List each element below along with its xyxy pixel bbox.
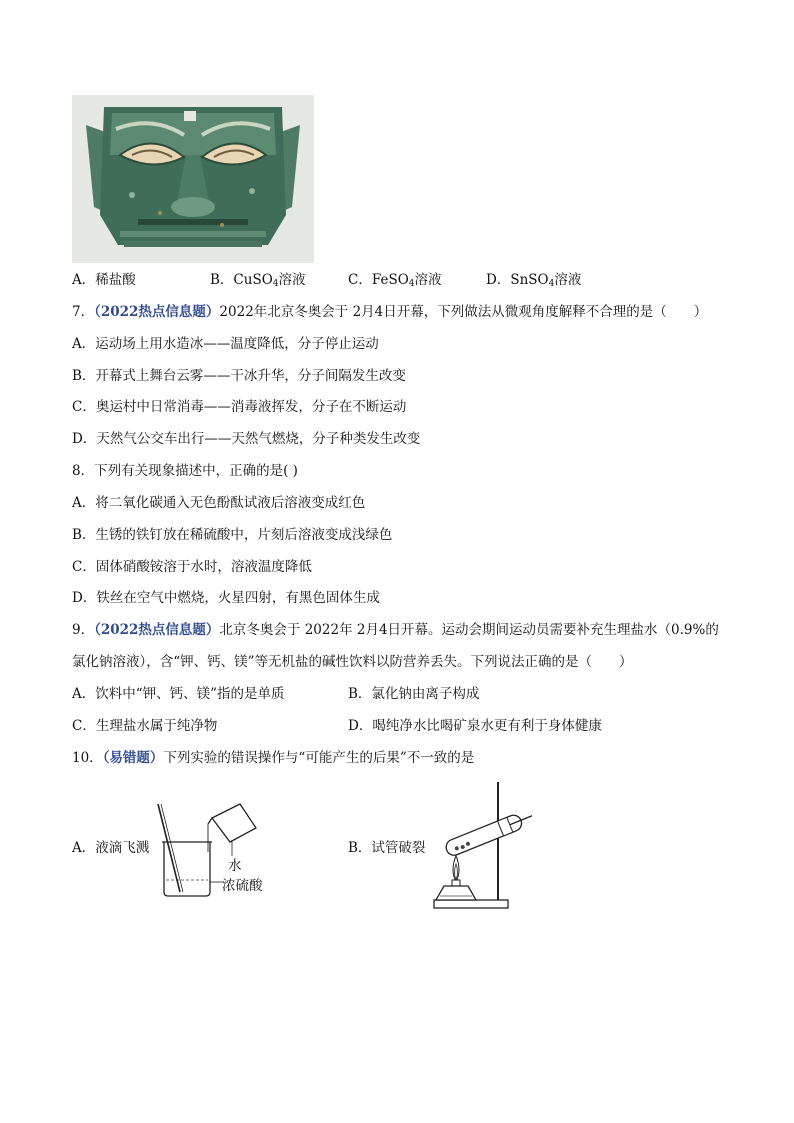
q8-option-a: A．将二氧化碳通入无色酚酞试液后溶液变成红色 [72, 495, 366, 511]
q9-option-b: B．氯化钠由离子构成 [348, 686, 480, 702]
q9-option-c: C．生理盐水属于纯净物 [72, 718, 218, 734]
q8-option-d: D．铁丝在空气中燃烧，火星四射，有黑色固体生成 [72, 590, 380, 606]
q6-option-d: D．SnSO$_4$溶液 [486, 272, 582, 289]
bronze-mask-image [72, 95, 314, 263]
q7-option-c: C．奥运村中日常消毒——消毒液挥发，分子在不断运动 [72, 399, 407, 415]
q7-option-d: D．天然气公交车出行——天然气燃烧，分子种类发生改变 [72, 431, 421, 447]
q7-tag: （2022热点信息题） [94, 304, 220, 320]
q9-option-a: A．饮料中“钾、钙、镁”指的是单质 [72, 686, 285, 702]
q7-option-b: B．开幕式上舞台云雾——干冰升华，分子间隔发生改变 [72, 368, 406, 384]
q10-tag: （易错题） [102, 750, 164, 766]
q7-stem: 7．（2022热点信息题）2022年北京冬奥会于 2月4日开幕，下列做法从微观角度解释不合理的是（ ） [72, 304, 708, 320]
q10-stem: 10．（易错题）下列实验的错误操作与“可能产生的后果”不一致的是 [72, 750, 475, 766]
q10-option-b: B．试管破裂 [348, 840, 426, 856]
test-tube-heating-diagram [422, 780, 552, 915]
label-concentrated-sulfuric-acid: 浓硫酸 [222, 878, 263, 894]
q6-option-a: A．稀盐酸 [72, 272, 136, 288]
q10-option-a: A．液滴飞溅 [72, 840, 150, 856]
q6-option-b: B．CuSO$_4$溶液 [210, 272, 306, 289]
q8-option-b: B．生锈的铁钉放在稀硫酸中，片刻后溶液变成浅绿色 [72, 527, 393, 543]
q9-option-d: D．喝纯净水比喝矿泉水更有利于身体健康 [348, 718, 602, 734]
q9-stem-line2: 氯化钠溶液），含“钾、钙、镁”等无机盐的碱性饮料以防营养丢失。下列说法正确的是（ ） [72, 654, 633, 670]
q6-option-c: C．FeSO$_4$溶液 [348, 272, 442, 289]
label-water: 水 [228, 858, 242, 874]
q8-stem: 8．下列有关现象描述中，正确的是( ) [72, 463, 298, 479]
q8-option-c: C．固体硝酸铵溶于水时，溶液温度降低 [72, 559, 312, 575]
q9-tag: （2022热点信息题） [94, 622, 220, 638]
q7-option-a: A．运动场上用水造冰——温度降低，分子停止运动 [72, 336, 379, 352]
q9-stem-line1: 9．（2022热点信息题）北京冬奥会于 2022年 2月4日开幕。运动会期间运动员需要补充生理盐水（0.9%的 [72, 622, 719, 638]
